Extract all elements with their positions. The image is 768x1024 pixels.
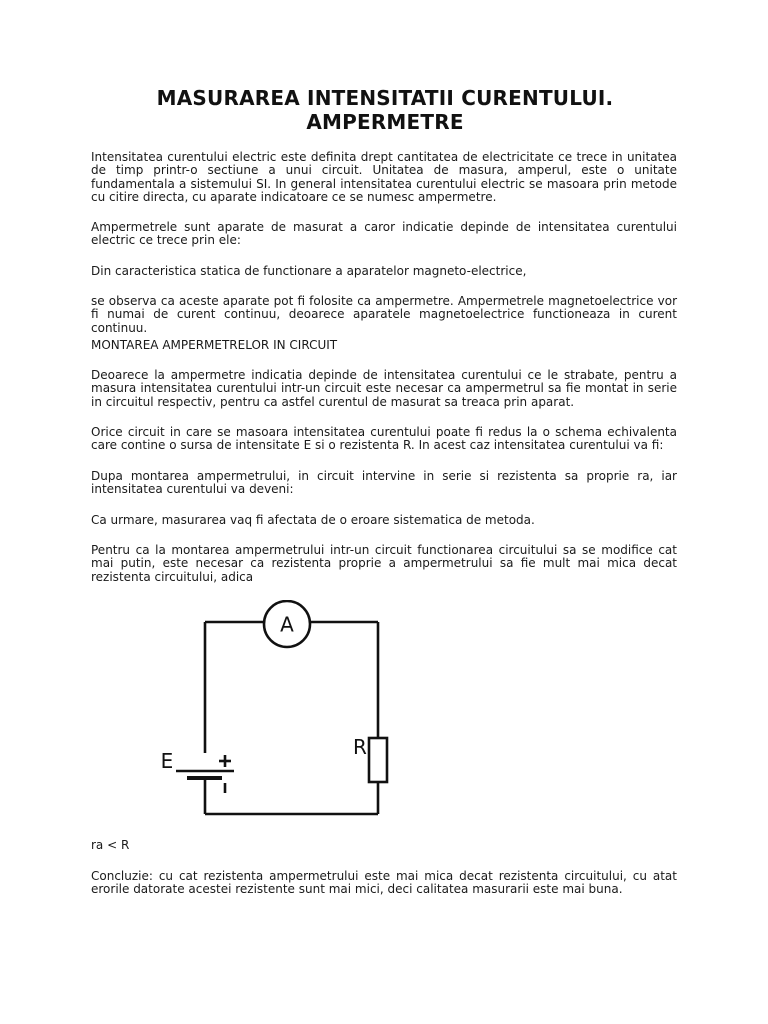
paragraph-equivalent-circuit: Orice circuit in care se masoara intensitatea curentului poate fi redus la o schema echivalenta care contine o sursa de intensitate E si o rezistenta R. In acest caz intensitatea curentului va fi: xyxy=(91,425,677,453)
title-line-2: AMPERMETRE xyxy=(306,110,464,134)
paragraph-series-connection: Deoarece la ampermetre indicatia depinde de intensitatea curentului ce le strabate, pentru a masura intensitatea curentului intr-un circuit este necesar ca ampermetrul sa fie montat in serie in circuitul respectiv, pentru ca astfel curentul de masurat sa treaca prin aparat. xyxy=(91,368,677,409)
resistor xyxy=(369,738,387,782)
inequality-ra-less-r: ra < R xyxy=(91,838,130,852)
section-heading-montare: MONTAREA AMPERMETRELOR IN CIRCUIT xyxy=(91,338,338,352)
resistor-label: R xyxy=(353,735,367,759)
paragraph-after-ammeter: Dupa montarea ampermetrului, in circuit intervine in serie si rezistenta sa proprie ra, iar intensitatea curentului va deveni: xyxy=(91,469,677,497)
paragraph-systematic-error: Ca urmare, masurarea vaq fi afectata de o eroare sistematica de metoda. xyxy=(91,513,535,527)
source-label: E xyxy=(160,749,174,773)
paragraph-conclusion: Concluzie: cu cat rezistenta ampermetrului este mai mica decat rezistenta circuitului, cu atat erorile datorate acestei rezistente sunt mai mici, deci calitatea masurarii este mai buna. xyxy=(91,869,677,897)
paragraph-static-characteristic: Din caracteristica statica de functionare a aparatelor magneto-electrice, xyxy=(91,264,527,278)
paragraph-intro: Intensitatea curentului electric este definita drept cantitatea de electricitate ce trece in unitatea de timp printr-o sectiune a unui circuit. Unitatea de masura, amperul, este o unitate fundamentala a sistemului SI. In general intensitatea curentului electric se masoara prin metode cu citire directa, cu aparate indicatoare ce se numesc ampermetre. xyxy=(91,150,677,205)
title-line-1: MASURAREA INTENSITATII CURENTULUI. xyxy=(156,86,614,110)
paragraph-condition: Pentru ca la montarea ampermetrului intr-un circuit functionarea circuitului sa se modifice cat mai putin, este necesar ca rezistenta proprie a ampermetrului sa fie mult mai mica decat rezistenta circuitului, adica xyxy=(91,543,677,584)
ammeter-label: A xyxy=(280,612,294,637)
page-title xyxy=(80,86,690,134)
paragraph-magnetoelectric: se observa ca aceste aparate pot fi folosite ca ampermetre. Ampermetrele magnetoelectrice vor fi numai de curent continuu, deoarece aparatele magnetoelectrice functioneaza in curent continuu. xyxy=(91,294,677,335)
circuit-diagram xyxy=(150,600,410,820)
paragraph-ampermetre-definition: Ampermetrele sunt aparate de masurat a caror indicatie depinde de intensitatea curentului electric ce trece prin ele: xyxy=(91,220,677,248)
